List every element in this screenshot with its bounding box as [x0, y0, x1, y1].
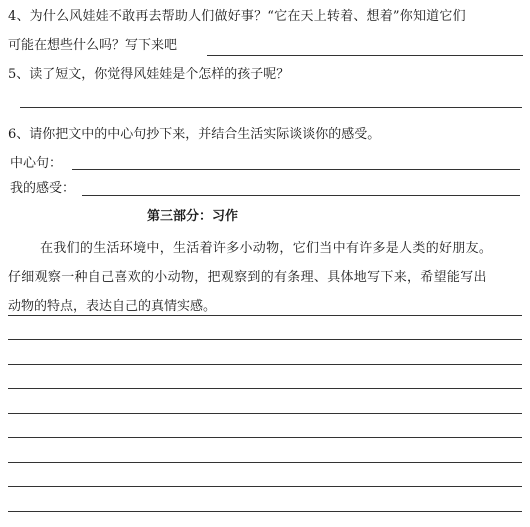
writing-line[interactable] [8, 315, 522, 316]
writing-line[interactable] [8, 388, 522, 389]
writing-line[interactable] [8, 462, 522, 463]
central-sentence-label: 中心句： [10, 156, 63, 171]
writing-line[interactable] [8, 486, 522, 487]
answer-line-my-feeling[interactable] [82, 195, 520, 196]
question-6: 6、请你把文中的中心句抄下来，并结合生活实际谈谈你的感受。 [8, 127, 381, 142]
question-5: 5、读了短文，你觉得风娃娃是个怎样的孩子呢？ [8, 67, 290, 82]
answer-line-central-sentence[interactable] [72, 169, 520, 170]
writing-line[interactable] [8, 511, 522, 512]
writing-line[interactable] [8, 364, 522, 365]
composition-prompt-line-2: 仔细观察一种自己喜欢的小动物，把观察到的有条理、具体地写下来，希望能写出 [8, 270, 487, 285]
composition-prompt-line-3: 动物的特点，表达自己的真情实感。 [8, 299, 217, 314]
writing-line[interactable] [8, 413, 522, 414]
answer-line-q5[interactable] [20, 107, 522, 108]
question-4-line-2: 可能在想些什么吗？写下来吧 [8, 38, 178, 53]
my-feeling-label: 我的感受： [10, 181, 76, 196]
writing-line[interactable] [8, 437, 522, 438]
writing-line[interactable] [8, 339, 522, 340]
part-3-title: 第三部分：习作 [147, 209, 239, 224]
composition-prompt-line-1: 在我们的生活环境中，生活着许多小动物，它们当中有许多是人类的好朋友。 [40, 241, 493, 256]
answer-line-q4[interactable] [207, 55, 523, 56]
question-4-line-1: 4、为什么风娃娃不敢再去帮助人们做好事？“它在天上转着、想着”你知道它们 [8, 9, 466, 24]
